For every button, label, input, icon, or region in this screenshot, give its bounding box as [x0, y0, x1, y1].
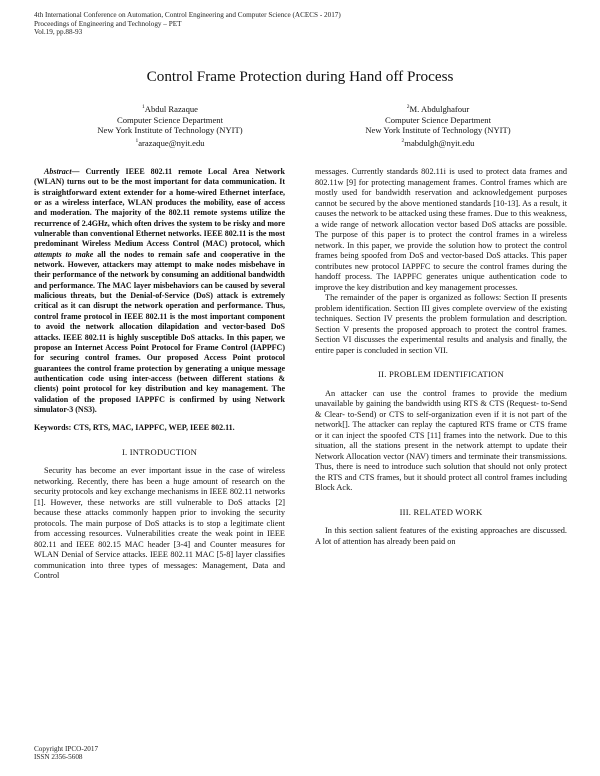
organization-paragraph: The remainder of the paper is organized as follows: Section II presents problem identification. Section III gives complete overview of the existing techniques. Section IV presents the problem formulation and description. Section V presents the proposed approach to protect the control frames. Section VI discusses the experimental results and analysis and finally, the entire paper is concluded in section VII. — [315, 293, 567, 355]
conference-header — [34, 11, 341, 37]
abstract: Abstract— Currently IEEE 802.11 remote Local Area Network (WLAN) turns out to be the most important for data communication. It is straightforward extent extender for a home-wired Ethernet interface, or as a wireless interface, WLAN produces the mobility, ease of access and moderation. The majority of the 802.11 remote systems utilize the recurrence of 2.4GHz, which often drives the system to be risky and more vulnerable than conventional Ethernet networks. IEEE 802.11 is the most predominant Wireless Medium Access Control (MAC) protocol, which attempts to make all the nodes to remain safe and cooperative in the network. However, attackers may attempt to make nodes misbehave in their performance of the network by consuming an additional bandwidth and performance. The MAC layer misbehaviors can be caused by several malicious threats, but the Denial-of-Service (DoS) attack is extremely critical as it can disrupt the network operation and performance. Thus, control frame protocol in IEEE 802.11 is the most important component to avoid the network allocation dilapidation and vector-based DoS attacks. IEEE 802.11 is highly susceptible DoS attacks. In this paper, we propose an Internet Access Point Protocol for Frame Control (IAPPFC) for securing control frames. Our proposed Access Point protocol guarantees the control frame protection by generating a unique message authentication code using inter-access (between different stations & clients) point protocol for key distribution and key management. The validation of the proposed IAPPFC is confirmed by using Network simulator-3 (NS3). — [34, 167, 285, 414]
author-sup: 1 — [142, 104, 145, 110]
section-heading-problem: II. PROBLEM IDENTIFICATION — [378, 369, 504, 379]
page-footer — [34, 745, 98, 762]
left-column — [34, 167, 285, 582]
copyright-notice: Copyright IPCO-2017 — [34, 745, 99, 753]
problem-paragraph: An attacker can use the control frames to provide the medium unavailable by gaining the bandwidth using RTS & CTS (Request- to-Send & Clear- to-Send) or CTS to self-organization even if it is not part of the network[]. The attacker can replay the captured RTS frame or CTS frame or it can inject the spoofed CTS [11] frames into the network. Due to this situation, all the stations present in the network attempt to update their Network Allocation vector (NAV) timers and terminate their transmissions. Thus, there is need to introduce such solution that should not only protect the RTS and CTS frames, but it should protect all control frames including Block Ack. — [315, 388, 567, 492]
author-institution: New York Institute of Technology (NYIT) — [97, 125, 243, 136]
author-department: Computer Science Department — [117, 114, 223, 125]
section-heading-introduction: I. INTRODUCTION — [121, 446, 198, 457]
related-work-paragraph: In this section salient features of the existing approaches are discussed. A lot of attention has already been paid on — [315, 526, 567, 546]
author-email[interactable]: $^1$arazaque@nyit.edu — [135, 138, 205, 149]
keywords: Keywords: CTS, RTS, MAC, IAPPFC, WEP, IEEE 802.11. — [34, 423, 235, 433]
introduction-continued-paragraph: messages. Currently standards 802.11i is used to protect data frames and 802.11w [9] for protecting management frames. Control frames which are mostly used for bandwidth reservation and acknowledgement purposes cannot be secured by the above mentioned standards [10-13]. As a result, it causes the network to be attacked using these frames. Due to this weakness, a wide range of network allocation vector based DoS attacks are possible. The purpose of this paper is to protect the control frames in a wireless network. In this paper, we provide the solution how to protect the control frames being spoofed from DoS and vector-based DoS attacks. This paper contributes new protocol IAPPFC to secure the control frames during the handoff process. The IAPPFC generates unique authentication code to improve the key distribution and key management processes. — [315, 167, 567, 292]
section-heading-related-work: III. RELATED WORK — [399, 506, 483, 517]
author-name: $^2$M. Abdulghafour — [406, 103, 470, 114]
volume-pages: Vol.19, pp.88-93 — [34, 28, 83, 37]
abstract-lead: Abstract— — [44, 167, 80, 176]
right-column — [315, 167, 567, 547]
paper-title: Control Frame Protection during Hand off Process — [146, 68, 454, 85]
author-block-2 — [318, 102, 558, 149]
issn: ISSN 2356-5608 — [34, 753, 83, 762]
author-name: $^1$Abdul Razaque — [142, 103, 198, 114]
author-department: Computer Science Department — [385, 114, 491, 125]
proceedings-name: Proceedings of Engineering and Technology – PET — [34, 19, 182, 28]
author-sup: 2 — [406, 104, 410, 110]
author-institution: New York Institute of Technology (NYIT) — [365, 125, 511, 136]
conference-name: 4th International Conference on Automation, Control Engineering and Computer Science (ACECS - 2017) — [34, 11, 341, 19]
introduction-paragraph: Security has become an ever important issue in the case of wireless networking. Recently, there has been a huge amount of research on the security protocols and key exchange mechanisms in IEEE 802.11 networks [1]. However, these networks are still vulnerable to DoS attacks [2] because these attacks commonly happen prior to invoking the security protocols. The main purpose of DoS attacks is to stop a legitimate client from accessing resources. Vulnerabilities create the weak point in IEEE 802.11 and IEEE 802.15 MAC header [3-4] and Counter measures for WLAN Denial of Service attacks. IEEE 802.11 MAC [5-8] layer classifies communication into three types of messages: Management, Data and Control — [34, 466, 285, 581]
author-email[interactable]: $^2$mabdulgh@nyit.edu — [401, 138, 475, 149]
author-block-1 — [60, 102, 280, 149]
